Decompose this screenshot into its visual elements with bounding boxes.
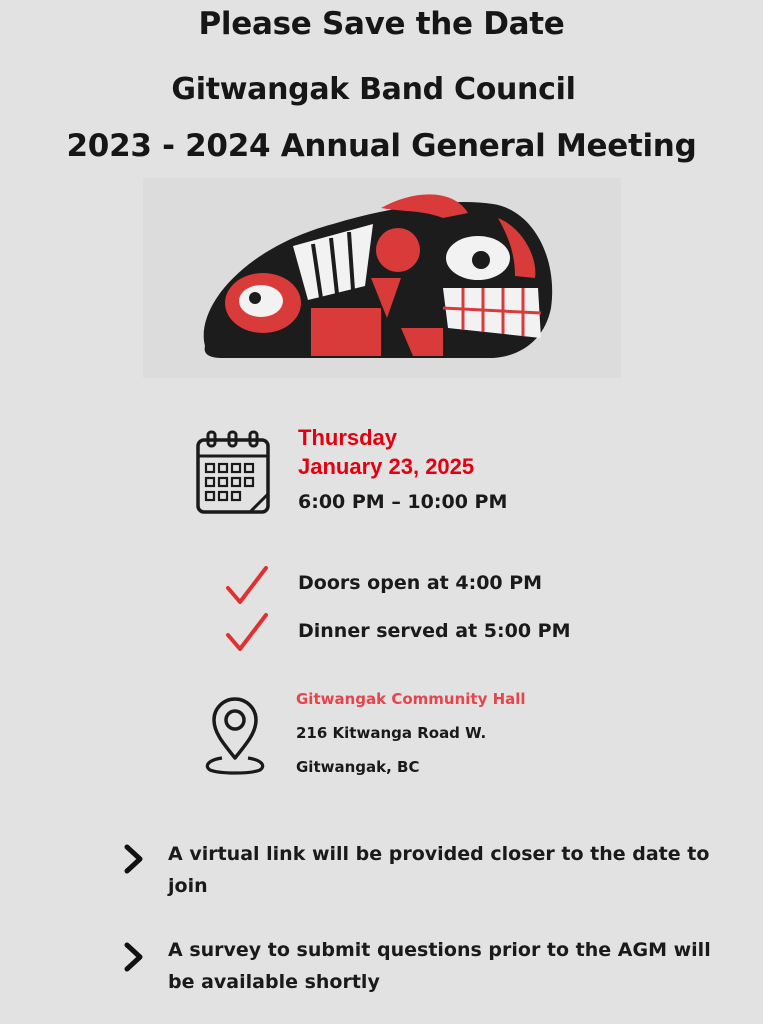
formline-beaver-logo — [143, 178, 621, 378]
address-line-1: 216 Kitwanga Road W. — [296, 724, 487, 742]
title-band-council: Gitwangak Band Council — [171, 72, 576, 107]
calendar-icon — [194, 428, 274, 516]
note-survey: A survey to submit questions prior to the AGM will be available shortly — [168, 939, 711, 993]
event-day: Thursday — [298, 425, 398, 450]
address-line-2: Gitwangak, BC — [296, 758, 420, 776]
checkmark-icon — [224, 562, 270, 608]
schedule-dinner: Dinner served at 5:00 PM — [298, 620, 571, 642]
title-save-the-date: Please Save the Date — [198, 6, 565, 42]
event-date: January 23, 2025 — [298, 454, 475, 479]
title-meeting: 2023 - 2024 Annual General Meeting — [66, 128, 697, 164]
location-pin-icon — [200, 694, 270, 776]
chevron-right-icon — [122, 940, 146, 974]
chevron-right-icon — [122, 842, 146, 876]
venue-name: Gitwangak Community Hall — [296, 690, 526, 708]
schedule-doors-open: Doors open at 4:00 PM — [298, 572, 543, 594]
checkmark-icon — [224, 609, 270, 655]
note-virtual-link: A virtual link will be provided closer to the date to join — [168, 843, 710, 897]
event-time: 6:00 PM – 10:00 PM — [298, 491, 508, 513]
